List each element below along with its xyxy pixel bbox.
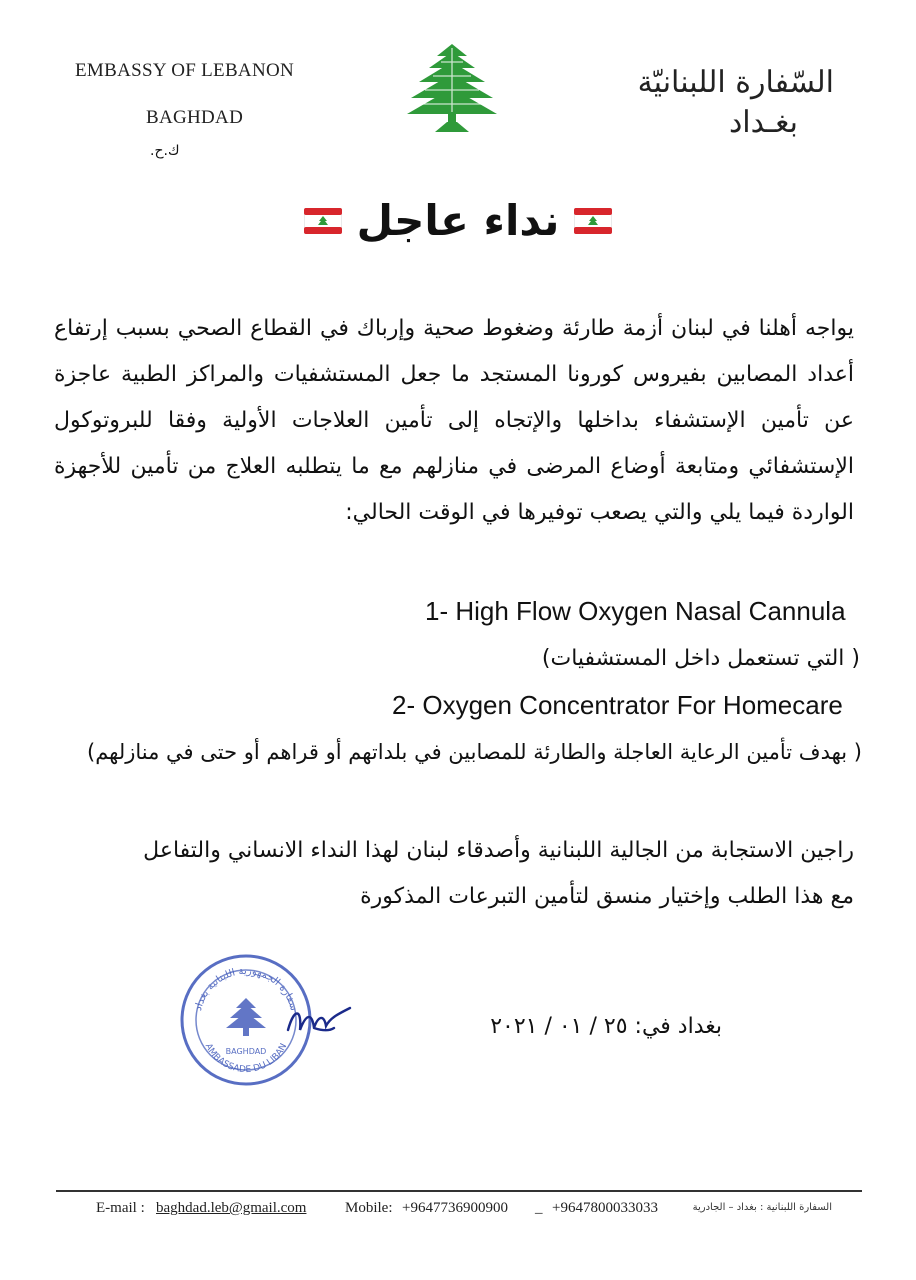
lebanon-flag-icon [574, 208, 612, 234]
stamp-inner-text: BAGHDAD [225, 1047, 267, 1056]
footer-mobile-2: +9647800033033 [552, 1200, 658, 1216]
title-row [0, 196, 916, 245]
stamp-arabic-text: سفارة الجمهورية اللبنانية بغداد [193, 965, 300, 1013]
footer-email-link[interactable]: baghdad.leb@gmail.com [156, 1200, 307, 1216]
footer-mobile-1: +9647736900900 [402, 1200, 508, 1216]
item-1-label: 1- High Flow Oxygen Nasal Cannula [425, 596, 846, 626]
footer-mobile-label: Mobile: [345, 1200, 393, 1216]
closing-line-1: راجين الاستجابة من الجالية اللبنانية وأصدقاء لبنان لهذا النداء الانساني والتفاعل [143, 838, 854, 863]
footer-separator: _ [535, 1200, 543, 1216]
reference-code: ك.ح. [150, 143, 180, 159]
cedar-logo [405, 42, 499, 134]
footer-divider [56, 1190, 862, 1192]
stamp-outer-text: AMBASSADE DU LIBAN [202, 1041, 290, 1076]
embassy-name-ar: السّفارة اللبنانيّة [637, 65, 834, 100]
footer-email-label: E-mail : [96, 1200, 145, 1216]
body-paragraph: يواجه أهلنا في لبنان أزمة طارئة وضغوط صحية وإرباك في القطاع الصحي بسبب إرتفاع أعداد المصابين بفيروس كورونا المستجد ما جعل المستشفيات والمراكز الطبية عاجزة عن تأمين الإستشفاء بداخلها والإتجاه إلى تأمين العلاجات الأولية وفقا للبروتوكول الإستشفائي ومتابعة أوضاع المرضى في منازلهم مع ما يتطلبه العلاج من تأمين للأجهزة الواردة فيما يلي والتي يصعب توفيرها في الوقت الحالي: [54, 316, 854, 525]
item-2-label: 2- Oxygen Concentrator For Homecare [392, 690, 843, 720]
signature [284, 1000, 354, 1044]
item-1-note: ( التي تستعمل داخل المستشفيات) [541, 646, 860, 671]
date-line: بغداد في: ٢٥ / ٠١ / ٢٠٢١ [490, 1014, 722, 1039]
item-2-note: ( بهدف تأمين الرعاية العاجلة والطارئة للمصابين في بلداتهم أو قراهم أو حتى في منازلهم) [87, 740, 862, 764]
footer-address-ar: السفارة اللبنانية : بغداد – الجادرية [692, 1202, 832, 1213]
city-name-ar: بغـداد [728, 105, 798, 140]
page-title: نداء عاجل [356, 196, 560, 245]
lebanon-flag-icon [304, 208, 342, 234]
city-name-en: BAGHDAD [146, 107, 244, 128]
embassy-name-en: EMBASSY OF LEBANON [75, 60, 295, 81]
closing-line-2: مع هذا الطلب وإختيار منسق لتأمين التبرعات المذكورة [360, 884, 854, 909]
